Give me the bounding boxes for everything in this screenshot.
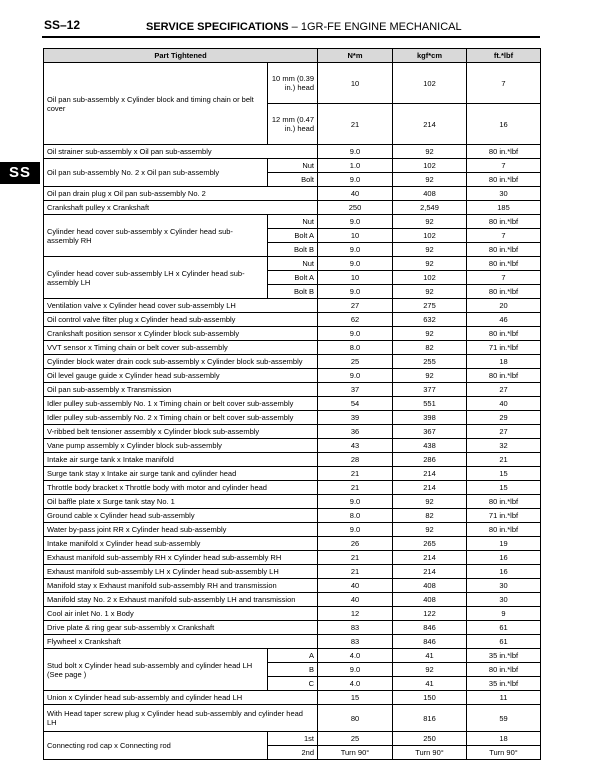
table-row — [44, 327, 541, 341]
part-name-cell: Drive plate & ring gear sub-assembly x Crankshaft — [44, 621, 318, 635]
torque-ftlbf-cell: 7 — [467, 63, 541, 104]
part-name-cell: V-ribbed belt tensioner assembly x Cylinder block sub-assembly — [44, 425, 318, 439]
torque-ftlbf-cell: 7 — [467, 229, 541, 243]
torque-nm-cell: 26 — [318, 537, 393, 551]
part-name-cell: Oil baffle plate x Surge tank stay No. 1 — [44, 495, 318, 509]
table-body — [44, 63, 541, 760]
part-name-cell: Oil pan sub-assembly x Transmission — [44, 383, 318, 397]
torque-kgf-cell: 82 — [393, 509, 467, 523]
torque-nm-cell: 62 — [318, 313, 393, 327]
torque-ftlbf-cell: 27 — [467, 383, 541, 397]
sub-spec-cell: 1st — [268, 732, 318, 746]
part-name-cell: Ventilation valve x Cylinder head cover sub-assembly LH — [44, 299, 318, 313]
torque-ftlbf-cell: 71 in.*lbf — [467, 509, 541, 523]
torque-ftlbf-cell: 80 in.*lbf — [467, 215, 541, 229]
table-row — [44, 607, 541, 621]
part-name-cell: Oil level gauge guide x Cylinder head sub-assembly — [44, 369, 318, 383]
torque-ftlbf-cell: Turn 90° — [467, 746, 541, 760]
torque-kgf-cell: 102 — [393, 63, 467, 104]
table-header-row — [44, 49, 541, 63]
torque-ftlbf-cell: 80 in.*lbf — [467, 369, 541, 383]
torque-kgf-cell: 82 — [393, 341, 467, 355]
sub-spec-cell: 10 mm (0.39 in.) head — [268, 63, 318, 104]
part-name-cell: Union x Cylinder head sub-assembly and cylinder head LH — [44, 691, 318, 705]
torque-nm-cell: 1.0 — [318, 159, 393, 173]
torque-nm-cell: 36 — [318, 425, 393, 439]
torque-kgf-cell: 286 — [393, 453, 467, 467]
part-name-cell: Intake manifold x Cylinder head sub-assembly — [44, 537, 318, 551]
torque-nm-cell: 9.0 — [318, 663, 393, 677]
torque-kgf-cell: Turn 90° — [393, 746, 467, 760]
torque-nm-cell: 9.0 — [318, 369, 393, 383]
torque-nm-cell: 39 — [318, 411, 393, 425]
torque-kgf-cell: 265 — [393, 537, 467, 551]
part-name-cell: Cylinder head cover sub-assembly x Cylinder head sub-assembly RH — [44, 215, 268, 257]
part-name-cell: Connecting rod cap x Connecting rod — [44, 732, 268, 760]
sub-spec-cell: Bolt B — [268, 285, 318, 299]
sub-spec-cell: B — [268, 663, 318, 677]
sub-spec-cell: Nut — [268, 215, 318, 229]
torque-kgf-cell: 41 — [393, 677, 467, 691]
torque-kgf-cell: 92 — [393, 285, 467, 299]
torque-kgf-cell: 408 — [393, 579, 467, 593]
torque-ftlbf-cell: 61 — [467, 635, 541, 649]
torque-kgf-cell: 408 — [393, 593, 467, 607]
torque-kgf-cell: 2,549 — [393, 201, 467, 215]
torque-ftlbf-cell: 80 in.*lbf — [467, 523, 541, 537]
torque-ftlbf-cell: 29 — [467, 411, 541, 425]
torque-nm-cell: 28 — [318, 453, 393, 467]
torque-ftlbf-cell: 20 — [467, 299, 541, 313]
part-name-cell: VVT sensor x Timing chain or belt cover sub-assembly — [44, 341, 318, 355]
torque-nm-cell: 9.0 — [318, 243, 393, 257]
torque-ftlbf-cell: 80 in.*lbf — [467, 285, 541, 299]
sub-spec-cell: 2nd — [268, 746, 318, 760]
torque-nm-cell: Turn 90° — [318, 746, 393, 760]
torque-kgf-cell: 367 — [393, 425, 467, 439]
table-row — [44, 299, 541, 313]
torque-nm-cell: 15 — [318, 691, 393, 705]
torque-nm-cell: 9.0 — [318, 145, 393, 159]
part-name-cell: Oil pan sub-assembly No. 2 x Oil pan sub-assembly — [44, 159, 268, 187]
torque-kgf-cell: 846 — [393, 621, 467, 635]
torque-nm-cell: 4.0 — [318, 677, 393, 691]
torque-kgf-cell: 150 — [393, 691, 467, 705]
sub-spec-cell: Nut — [268, 257, 318, 271]
torque-ftlbf-cell: 35 in.*lbf — [467, 677, 541, 691]
torque-ftlbf-cell: 30 — [467, 593, 541, 607]
torque-nm-cell: 10 — [318, 229, 393, 243]
part-name-cell: Idler pulley sub-assembly No. 1 x Timing chain or belt cover sub-assembly — [44, 397, 318, 411]
torque-kgf-cell: 92 — [393, 495, 467, 509]
table-row — [44, 705, 541, 732]
torque-ftlbf-cell: 80 in.*lbf — [467, 495, 541, 509]
torque-nm-cell: 21 — [318, 565, 393, 579]
torque-nm-cell: 83 — [318, 621, 393, 635]
torque-nm-cell: 37 — [318, 383, 393, 397]
torque-nm-cell: 8.0 — [318, 341, 393, 355]
torque-ftlbf-cell: 35 in.*lbf — [467, 649, 541, 663]
torque-nm-cell: 9.0 — [318, 523, 393, 537]
part-name-cell: Throttle body bracket x Throttle body with motor and cylinder head — [44, 481, 318, 495]
torque-ftlbf-cell: 19 — [467, 537, 541, 551]
torque-nm-cell: 10 — [318, 63, 393, 104]
torque-nm-cell: 21 — [318, 481, 393, 495]
torque-ftlbf-cell: 59 — [467, 705, 541, 732]
torque-ftlbf-cell: 71 in.*lbf — [467, 341, 541, 355]
torque-kgf-cell: 92 — [393, 663, 467, 677]
torque-ftlbf-cell: 80 in.*lbf — [467, 145, 541, 159]
sub-spec-cell: Bolt B — [268, 243, 318, 257]
torque-kgf-cell: 551 — [393, 397, 467, 411]
sub-spec-cell: A — [268, 649, 318, 663]
torque-nm-cell: 4.0 — [318, 649, 393, 663]
torque-ftlbf-cell: 32 — [467, 439, 541, 453]
part-name-cell: Oil strainer sub-assembly x Oil pan sub-assembly — [44, 145, 318, 159]
page-title — [146, 21, 462, 33]
table-row — [44, 509, 541, 523]
torque-kgf-cell: 214 — [393, 565, 467, 579]
torque-kgf-cell: 122 — [393, 607, 467, 621]
torque-ftlbf-cell: 80 in.*lbf — [467, 243, 541, 257]
torque-ftlbf-cell: 7 — [467, 271, 541, 285]
torque-ftlbf-cell: 30 — [467, 579, 541, 593]
torque-nm-cell: 25 — [318, 355, 393, 369]
table-row — [44, 453, 541, 467]
torque-kgf-cell: 92 — [393, 523, 467, 537]
part-name-cell: Vane pump assembly x Cylinder block sub-assembly — [44, 439, 318, 453]
torque-nm-cell: 9.0 — [318, 257, 393, 271]
torque-nm-cell: 80 — [318, 705, 393, 732]
torque-nm-cell: 40 — [318, 593, 393, 607]
torque-kgf-cell: 214 — [393, 104, 467, 145]
torque-ftlbf-cell: 7 — [467, 159, 541, 173]
part-name-cell: Cool air inlet No. 1 x Body — [44, 607, 318, 621]
table-row — [44, 369, 541, 383]
torque-kgf-cell: 92 — [393, 327, 467, 341]
torque-ftlbf-cell: 21 — [467, 453, 541, 467]
torque-kgf-cell: 632 — [393, 313, 467, 327]
part-name-cell: Cylinder head cover sub-assembly LH x Cylinder head sub-assembly LH — [44, 257, 268, 299]
table-row — [44, 621, 541, 635]
torque-ftlbf-cell: 185 — [467, 201, 541, 215]
part-name-cell: Intake air surge tank x Intake manifold — [44, 453, 318, 467]
torque-kgf-cell: 92 — [393, 257, 467, 271]
torque-kgf-cell: 41 — [393, 649, 467, 663]
torque-kgf-cell: 255 — [393, 355, 467, 369]
torque-kgf-cell: 250 — [393, 732, 467, 746]
torque-ftlbf-cell: 15 — [467, 467, 541, 481]
part-name-cell: Oil pan drain plug x Oil pan sub-assembly No. 2 — [44, 187, 318, 201]
table-row — [44, 649, 541, 663]
torque-ftlbf-cell: 16 — [467, 565, 541, 579]
torque-nm-cell: 54 — [318, 397, 393, 411]
torque-kgf-cell: 92 — [393, 243, 467, 257]
torque-nm-cell: 27 — [318, 299, 393, 313]
torque-nm-cell: 9.0 — [318, 215, 393, 229]
torque-nm-cell: 40 — [318, 579, 393, 593]
header-part: Part Tightened — [44, 49, 318, 63]
table-row — [44, 495, 541, 509]
torque-nm-cell: 8.0 — [318, 509, 393, 523]
sub-spec-cell: Bolt A — [268, 271, 318, 285]
torque-kgf-cell: 214 — [393, 551, 467, 565]
table-row — [44, 411, 541, 425]
table-row — [44, 397, 541, 411]
torque-ftlbf-cell: 80 in.*lbf — [467, 663, 541, 677]
torque-ftlbf-cell: 30 — [467, 187, 541, 201]
table-row — [44, 257, 541, 271]
torque-ftlbf-cell: 80 in.*lbf — [467, 257, 541, 271]
part-name-cell: Idler pulley sub-assembly No. 2 x Timing chain or belt cover sub-assembly — [44, 411, 318, 425]
torque-kgf-cell: 214 — [393, 467, 467, 481]
torque-nm-cell: 9.0 — [318, 285, 393, 299]
torque-ftlbf-cell: 18 — [467, 732, 541, 746]
torque-nm-cell: 21 — [318, 467, 393, 481]
table-row — [44, 383, 541, 397]
table-row — [44, 439, 541, 453]
part-name-cell: Oil control valve filter plug x Cylinder head sub-assembly — [44, 313, 318, 327]
torque-nm-cell: 10 — [318, 271, 393, 285]
torque-nm-cell: 9.0 — [318, 327, 393, 341]
table-row — [44, 635, 541, 649]
title-sub: 1GR-FE ENGINE MECHANICAL — [300, 21, 462, 33]
table-row — [44, 201, 541, 215]
table-row — [44, 593, 541, 607]
sub-spec-cell: 12 mm (0.47 in.) head — [268, 104, 318, 145]
torque-nm-cell: 43 — [318, 439, 393, 453]
table-row — [44, 145, 541, 159]
torque-ftlbf-cell: 40 — [467, 397, 541, 411]
header-nm: N*m — [318, 49, 393, 63]
header-rule — [42, 36, 540, 38]
sub-spec-cell: C — [268, 677, 318, 691]
table-row — [44, 159, 541, 173]
table-row — [44, 467, 541, 481]
torque-ftlbf-cell: 11 — [467, 691, 541, 705]
torque-kgf-cell: 92 — [393, 173, 467, 187]
header-kgf: kgf*cm — [393, 49, 467, 63]
part-name-cell: Stud bolt x Cylinder head sub-assembly and cylinder head LH (See page ) — [44, 649, 268, 691]
table-row — [44, 579, 541, 593]
section-tab: SS — [0, 162, 40, 184]
torque-ftlbf-cell: 80 in.*lbf — [467, 327, 541, 341]
torque-kgf-cell: 92 — [393, 369, 467, 383]
page-code: SS–12 — [44, 18, 81, 32]
torque-nm-cell: 9.0 — [318, 173, 393, 187]
torque-nm-cell: 12 — [318, 607, 393, 621]
torque-kgf-cell: 438 — [393, 439, 467, 453]
torque-kgf-cell: 816 — [393, 705, 467, 732]
part-name-cell: Flywheel x Crankshaft — [44, 635, 318, 649]
torque-nm-cell: 9.0 — [318, 495, 393, 509]
part-name-cell: Oil pan sub-assembly x Cylinder block and timing chain or belt cover — [44, 63, 268, 145]
sub-spec-cell: Bolt — [268, 173, 318, 187]
part-name-cell: Exhaust manifold sub-assembly LH x Cylinder head sub-assembly LH — [44, 565, 318, 579]
part-name-cell: Manifold stay x Exhaust manifold sub-assembly RH and transmission — [44, 579, 318, 593]
table-row — [44, 341, 541, 355]
part-name-cell: Crankshaft position sensor x Cylinder block sub-assembly — [44, 327, 318, 341]
part-name-cell: Crankshaft pulley x Crankshaft — [44, 201, 318, 215]
part-name-cell: Manifold stay No. 2 x Exhaust manifold sub-assembly LH and transmission — [44, 593, 318, 607]
torque-kgf-cell: 102 — [393, 159, 467, 173]
table-row — [44, 313, 541, 327]
torque-kgf-cell: 275 — [393, 299, 467, 313]
part-name-cell: Water by-pass joint RR x Cylinder head sub-assembly — [44, 523, 318, 537]
torque-ftlbf-cell: 16 — [467, 551, 541, 565]
title-separator: – — [288, 21, 301, 33]
table-row — [44, 355, 541, 369]
torque-kgf-cell: 102 — [393, 271, 467, 285]
torque-nm-cell: 250 — [318, 201, 393, 215]
torque-nm-cell: 21 — [318, 104, 393, 145]
part-name-cell: With Head taper screw plug x Cylinder head sub-assembly and cylinder head LH — [44, 705, 318, 732]
table-row — [44, 481, 541, 495]
table-row — [44, 425, 541, 439]
part-name-cell: Ground cable x Cylinder head sub-assembly — [44, 509, 318, 523]
torque-nm-cell: 40 — [318, 187, 393, 201]
torque-spec-table — [43, 48, 541, 760]
table-row — [44, 565, 541, 579]
sub-spec-cell: Bolt A — [268, 229, 318, 243]
torque-kgf-cell: 102 — [393, 229, 467, 243]
torque-nm-cell: 83 — [318, 635, 393, 649]
table-row — [44, 691, 541, 705]
torque-kgf-cell: 846 — [393, 635, 467, 649]
part-name-cell: Cylinder block water drain cock sub-assembly x Cylinder block sub-assembly — [44, 355, 318, 369]
torque-ftlbf-cell: 15 — [467, 481, 541, 495]
table-row — [44, 187, 541, 201]
sub-spec-cell: Nut — [268, 159, 318, 173]
torque-nm-cell: 21 — [318, 551, 393, 565]
table-row — [44, 63, 541, 104]
torque-kgf-cell: 92 — [393, 215, 467, 229]
part-name-cell: Surge tank stay x Intake air surge tank and cylinder head — [44, 467, 318, 481]
header-ft: ft.*lbf — [467, 49, 541, 63]
torque-ftlbf-cell: 80 in.*lbf — [467, 173, 541, 187]
torque-kgf-cell: 214 — [393, 481, 467, 495]
torque-nm-cell: 25 — [318, 732, 393, 746]
torque-kgf-cell: 408 — [393, 187, 467, 201]
title-main: SERVICE SPECIFICATIONS — [146, 21, 289, 33]
table-row — [44, 537, 541, 551]
table-row — [44, 551, 541, 565]
table-row — [44, 215, 541, 229]
torque-ftlbf-cell: 18 — [467, 355, 541, 369]
torque-ftlbf-cell: 27 — [467, 425, 541, 439]
torque-ftlbf-cell: 46 — [467, 313, 541, 327]
torque-ftlbf-cell: 16 — [467, 104, 541, 145]
torque-kgf-cell: 398 — [393, 411, 467, 425]
torque-kgf-cell: 92 — [393, 145, 467, 159]
table-row — [44, 732, 541, 746]
torque-kgf-cell: 377 — [393, 383, 467, 397]
torque-ftlbf-cell: 9 — [467, 607, 541, 621]
part-name-cell: Exhaust manifold sub-assembly RH x Cylinder head sub-assembly RH — [44, 551, 318, 565]
torque-ftlbf-cell: 61 — [467, 621, 541, 635]
table-row — [44, 523, 541, 537]
